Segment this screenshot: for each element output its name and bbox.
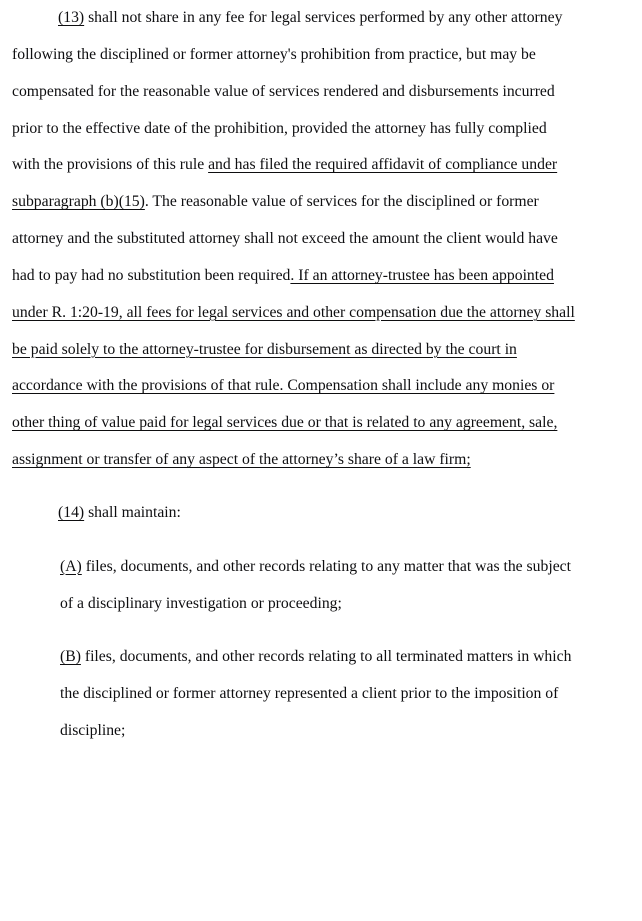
paragraph-subparagraph-14A [60,549,642,623]
text-segment: . The reasonable value of services for the disciplined or former [144,193,539,211]
text-line [12,74,642,111]
underlined-text-segment: (14) [58,504,85,522]
underlined-text-segment: (A) [60,557,82,575]
text-line [12,405,642,442]
text-segment: compensated for the reasonable value of services rendered and disbursements incurred [12,82,555,100]
underlined-text-segment: and has filed the required affidavit of compliance under [208,156,558,174]
text-line [12,295,642,332]
text-segment: attorney and the substituted attorney shall not exceed the amount the client would have [12,230,558,248]
text-line [12,147,642,184]
paragraph-subparagraph-13 [12,0,642,479]
paragraph-subparagraph-14B [60,639,642,750]
text-segment: shall not share in any fee for legal services performed by any other attorney [84,9,563,26]
underlined-text-segment: (13) [58,9,85,26]
text-segment: files, documents, and other records relating to all terminated matters in which [80,648,572,665]
text-line [60,586,642,623]
text-line [12,368,642,405]
text-line [12,258,642,295]
text-line [60,639,642,676]
text-line [12,37,642,74]
text-line [60,676,642,713]
text-line [12,111,642,148]
text-segment: prior to the effective date of the prohibition, provided the attorney has fully complied [12,119,547,137]
text-segment: shall maintain: [84,504,181,522]
text-line [60,713,642,750]
paragraph-subparagraph-14 [12,495,642,532]
text-line [12,442,642,479]
underlined-text-segment: be paid solely to the attorney-trustee for disbursement as directed by the court in [12,340,517,358]
text-segment: files, documents, and other records relating to any matter that was the subject [81,557,571,575]
text-segment: of a disciplinary investigation or proceeding; [60,594,342,612]
underlined-text-segment: (B) [60,648,81,665]
text-segment: with the provisions of this rule [12,156,209,174]
text-line [12,495,642,532]
underlined-text-segment: subparagraph (b)(15) [12,193,145,211]
text-segment: following the disciplined or former attorney's prohibition from practice, but may be [12,45,536,63]
underlined-text-segment: other thing of value paid for legal services due or that is related to any agreement, sale, [12,414,558,432]
underlined-text-segment: assignment or transfer of any aspect of the attorney’s share of a law firm; [12,451,471,469]
text-segment: had to pay had no substitution been required [12,266,291,284]
text-line [12,0,642,37]
text-line [12,184,642,221]
underlined-text-segment: accordance with the provisions of that rule. Compensation shall include any monies or [12,377,555,395]
underlined-text-segment: under R. 1:20-19, all fees for legal services and other compensation due the attorney shall [12,303,575,321]
underlined-text-segment: . If an attorney-trustee has been appointed [290,266,554,284]
text-segment: discipline; [60,721,126,739]
text-line [12,332,642,369]
text-line [12,221,642,258]
text-line [60,549,642,586]
text-segment: the disciplined or former attorney represented a client prior to the imposition of [60,684,559,702]
